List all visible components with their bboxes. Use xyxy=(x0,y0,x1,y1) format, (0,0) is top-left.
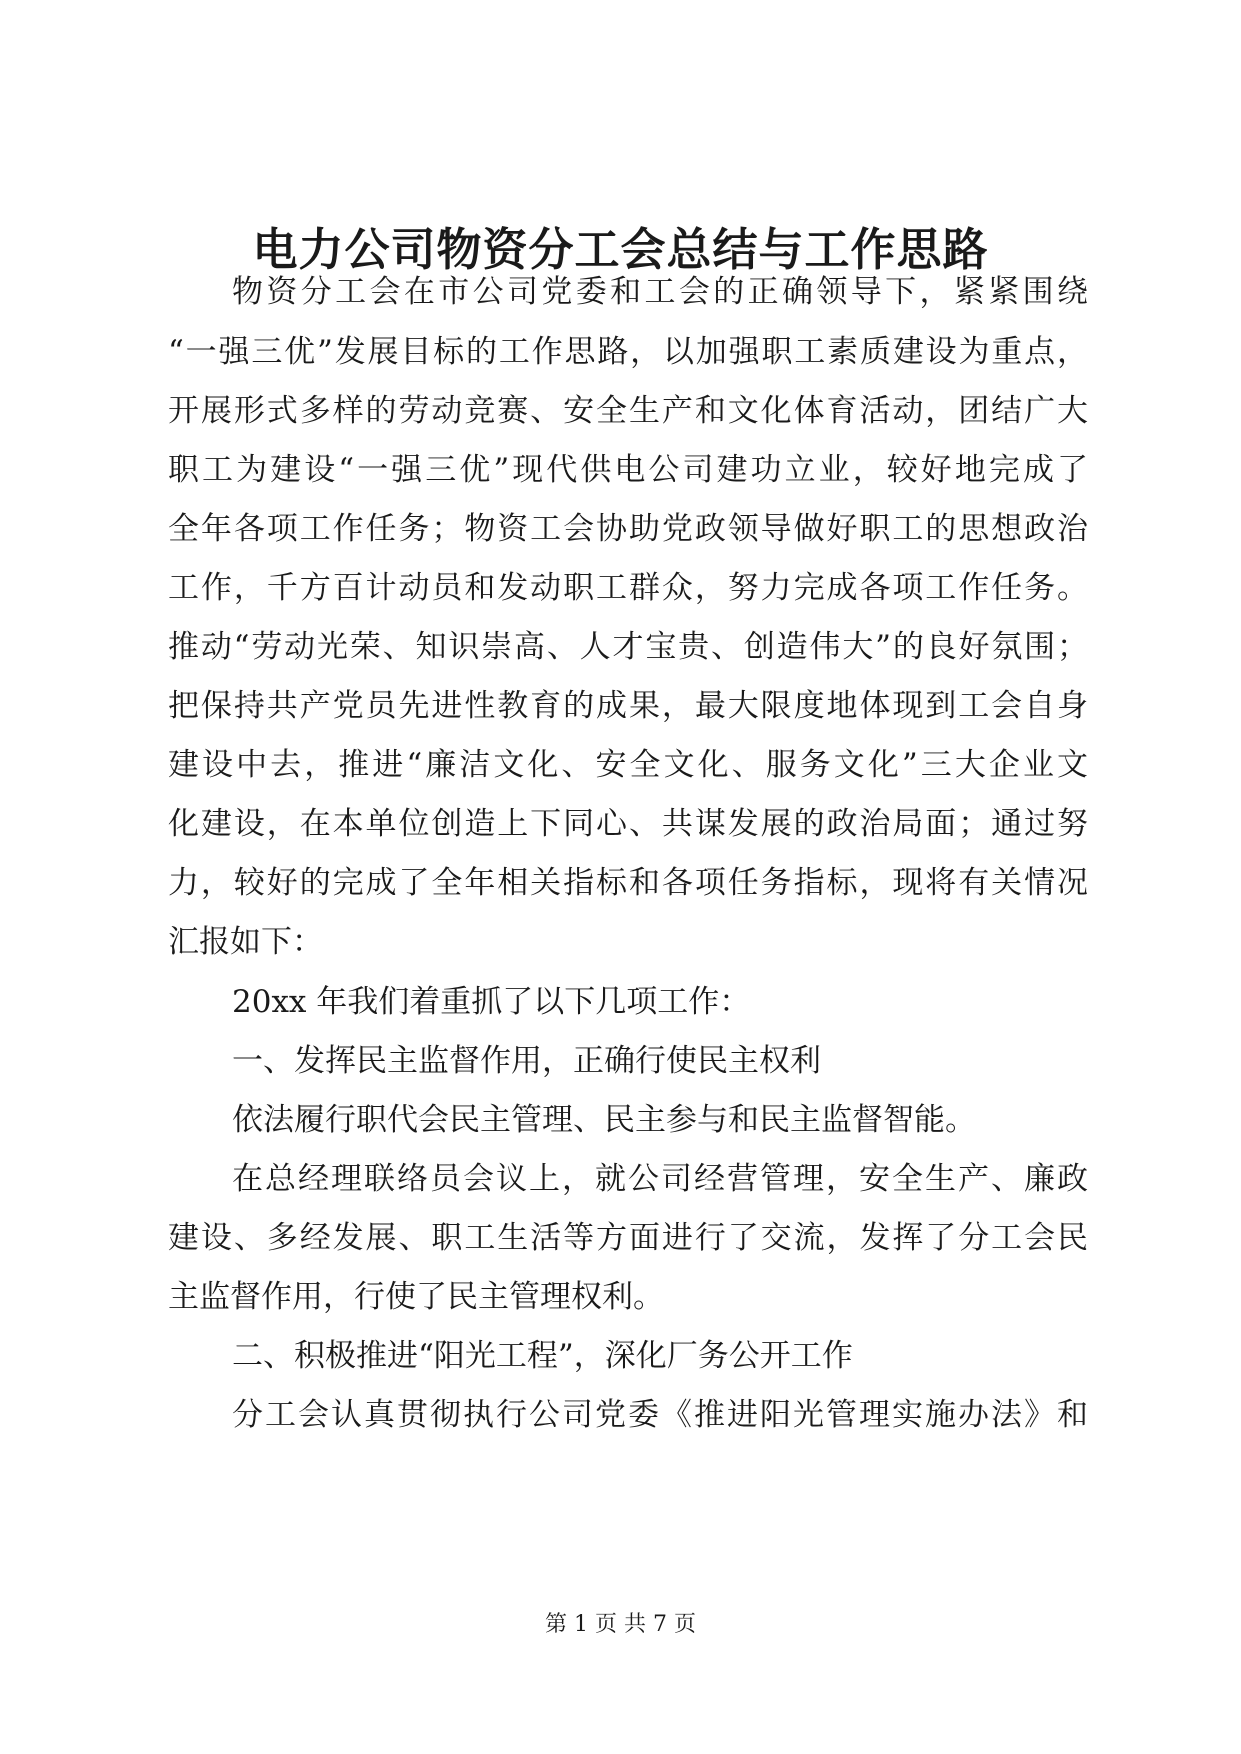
document-title: 电力公司物资分工会总结与工作思路 xyxy=(252,223,989,276)
paragraph-line: 在总经理联络员会议上，就公司经营管理，安全生产、廉政 xyxy=(232,1161,1088,1197)
paragraph-line: 全年各项工作任务；物资工会协助党政领导做好职工的思想政治 xyxy=(168,511,1088,547)
paragraph-line: 20xx 年我们着重抓了以下几项工作： xyxy=(232,984,751,1020)
paragraph-line: 化建设，在本单位创造上下同心、共谋发展的政治局面；通过努 xyxy=(168,806,1088,842)
paragraph-line: 建设中去，推进“廉洁文化、安全文化、服务文化”三大企业文 xyxy=(168,747,1088,783)
page-number: 第 1 页 共 7 页 xyxy=(545,1612,696,1637)
paragraph-line: 力，较好的完成了全年相关指标和各项任务指标，现将有关情况 xyxy=(168,865,1088,901)
paragraph-line: 依法履行职代会民主管理、民主参与和民主监督智能。 xyxy=(232,1102,976,1138)
paragraph-line: “一强三优”发展目标的工作思路，以加强职工素质建设为重点， xyxy=(168,334,1088,370)
paragraph-line: 物资分工会在市公司党委和工会的正确领导下，紧紧围绕 xyxy=(232,274,1088,310)
paragraph-line: 开展形式多样的劳动竞赛、安全生产和文化体育活动，团结广大 xyxy=(168,393,1088,429)
section-heading: 二、积极推进“阳光工程”，深化厂务公开工作 xyxy=(232,1338,853,1374)
section-heading: 一、发挥民主监督作用，正确行使民主权利 xyxy=(232,1043,821,1079)
paragraph-line: 推动“劳动光荣、知识崇高、人才宝贵、创造伟大”的良好氛围； xyxy=(168,629,1088,665)
paragraph-line: 工作，千方百计动员和发动职工群众，努力完成各项工作任务。 xyxy=(168,570,1088,606)
paragraph-line: 职工为建设“一强三优”现代供电公司建功立业，较好地完成了 xyxy=(168,452,1088,488)
paragraph-line: 汇报如下： xyxy=(168,924,323,960)
paragraph-line: 主监督作用，行使了民主管理权利。 xyxy=(168,1279,664,1315)
paragraph-line: 把保持共产党员先进性教育的成果，最大限度地体现到工会自身 xyxy=(168,688,1088,724)
paragraph-line: 分工会认真贯彻执行公司党委《推进阳光管理实施办法》和 xyxy=(232,1397,1088,1433)
paragraph-line: 建设、多经发展、职工生活等方面进行了交流，发挥了分工会民 xyxy=(168,1220,1088,1256)
